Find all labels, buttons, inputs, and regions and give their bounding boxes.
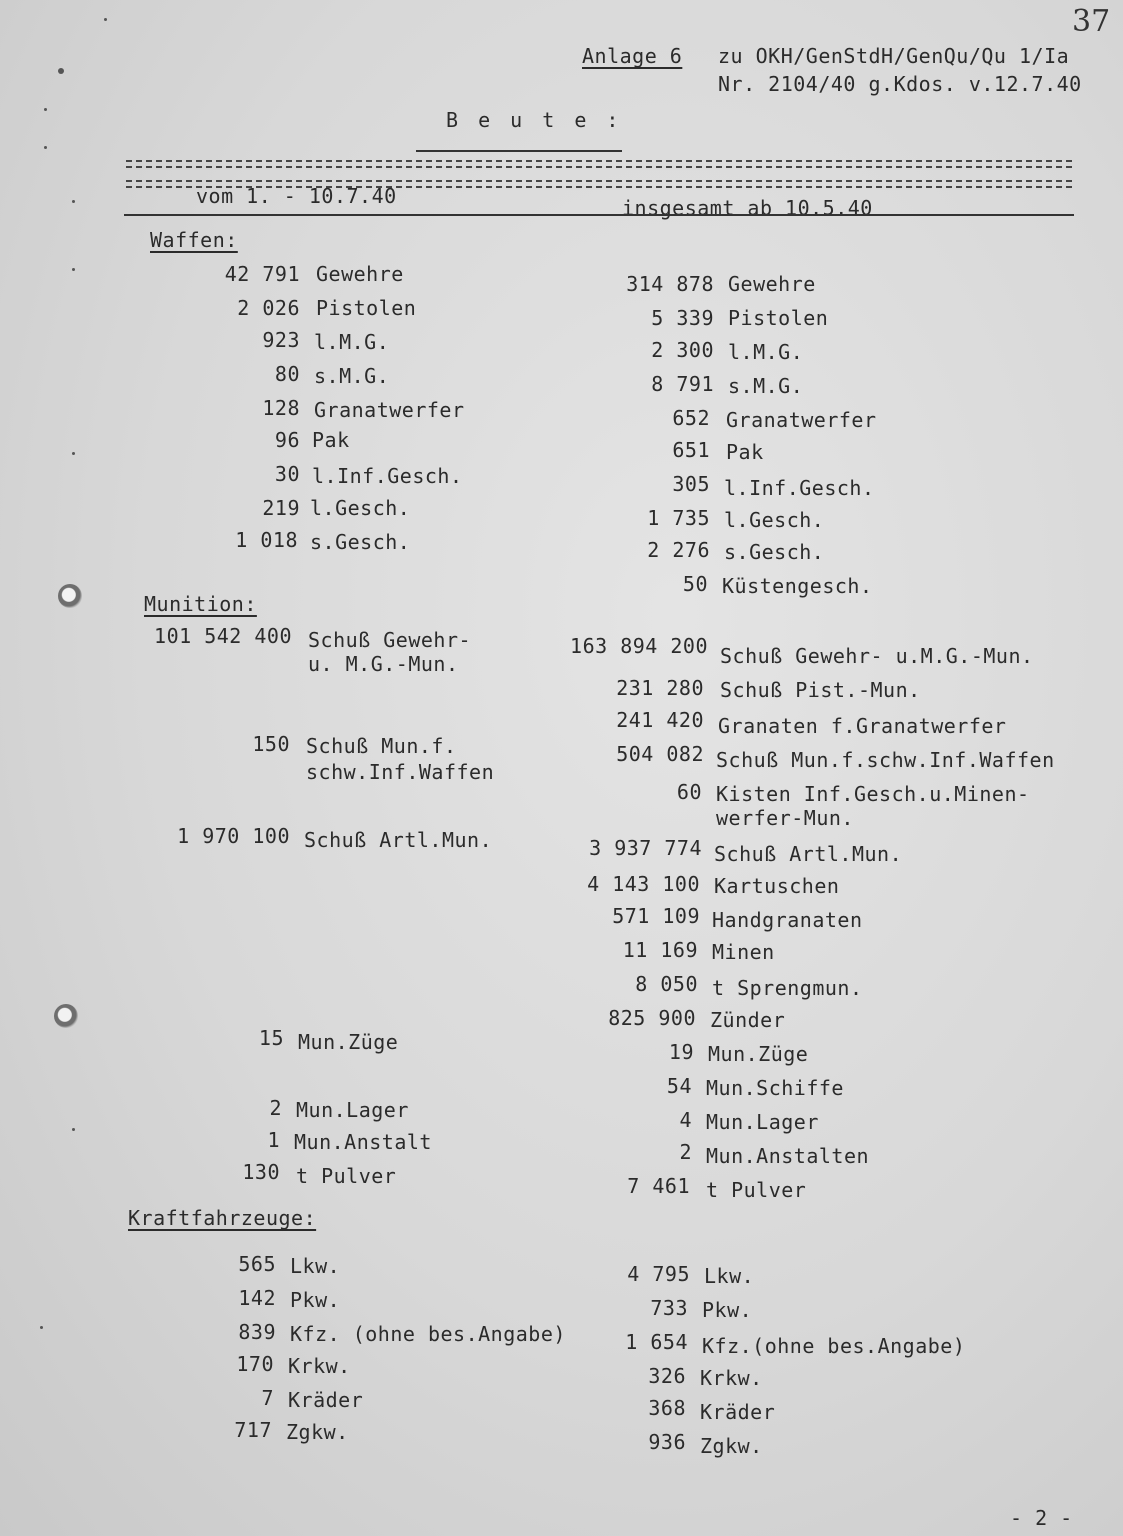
list-item-number: 2 276: [647, 538, 710, 562]
list-item-number: 80: [274, 362, 300, 386]
list-item-label: Mun.Züge: [708, 1042, 809, 1066]
list-item-number: 3 937 774: [589, 836, 702, 860]
list-item-number: 314 878: [626, 272, 714, 296]
list-item-number: 717: [234, 1418, 272, 1442]
speck: [58, 68, 64, 74]
list-item-number: 2: [679, 1140, 692, 1164]
list-item-number: 305: [672, 472, 710, 496]
list-item-number: 652: [672, 406, 710, 430]
list-item-number: 30: [274, 462, 300, 486]
list-item-number: 504 082: [616, 742, 704, 766]
list-item-number: 825 900: [608, 1006, 696, 1030]
list-item-label: l.Inf.Gesch.: [312, 464, 463, 488]
list-item-number: 936: [648, 1430, 686, 1454]
list-item-number: 4 143 100: [587, 872, 700, 896]
list-item-label: s.Gesch.: [310, 530, 411, 554]
list-item-label: Schuß Artl.Mun.: [714, 842, 903, 866]
punch-hole-top: [58, 584, 82, 608]
list-item-number: 231 280: [616, 676, 704, 700]
header-rule: [124, 214, 1074, 216]
list-item-number: 8 791: [651, 372, 714, 396]
reference-line-2: Nr. 2104/40 g.Kdos. v.12.7.40: [718, 72, 1082, 96]
list-item-number: 7 461: [627, 1174, 690, 1198]
list-item-label: Pak: [312, 428, 350, 452]
list-item-number: 150: [252, 732, 290, 756]
list-item-number: 170: [236, 1352, 274, 1376]
speck: [104, 18, 107, 21]
list-item-label: l.M.G.: [728, 340, 804, 364]
list-item-label: s.M.G.: [314, 364, 390, 388]
list-item-label: Schuß Gewehr- u.M.G.-Mun.: [720, 644, 1034, 668]
list-item-label: Schuß Mun.f.: [306, 734, 457, 758]
speck: [44, 108, 47, 111]
punch-hole-bottom: [54, 1004, 78, 1028]
list-item-label: Schuß Pist.-Mun.: [720, 678, 921, 702]
list-item-number: 8 050: [635, 972, 698, 996]
list-item-label: t Sprengmun.: [712, 976, 863, 1000]
list-item-label: Granatwerfer: [314, 398, 465, 422]
page-title: B e u t e :: [446, 108, 623, 132]
list-item-number: 101 542 400: [154, 624, 292, 648]
list-item-number: 923: [262, 328, 300, 352]
attachment-label: Anlage 6: [582, 44, 683, 68]
speck: [40, 1326, 43, 1329]
list-item-label: Schuß Artl.Mun.: [304, 828, 493, 852]
list-item-number: 651: [672, 438, 710, 462]
reference-line-1: zu OKH/GenStdH/GenQu/Qu 1/Ia: [718, 44, 1070, 68]
list-item-label: l.Gesch.: [724, 508, 825, 532]
list-item-number: 733: [650, 1296, 688, 1320]
list-item-label: Granaten f.Granatwerfer: [718, 714, 1007, 738]
list-item-number: 15: [258, 1026, 284, 1050]
list-item-number: 5 339: [651, 306, 714, 330]
list-item-label: Pkw.: [290, 1288, 341, 1312]
list-item-label: Gewehre: [316, 262, 404, 286]
list-item-label: Pistolen: [728, 306, 829, 330]
list-item-number: 128: [262, 396, 300, 420]
list-item-number: 50: [682, 572, 708, 596]
list-item-label-continued: u. M.G.-Mun.: [308, 652, 459, 676]
list-item-label: Lkw.: [290, 1254, 341, 1278]
list-item-number: 368: [648, 1396, 686, 1420]
list-item-number: 565: [238, 1252, 276, 1276]
list-item-number: 839: [238, 1320, 276, 1344]
list-item-number: 1 654: [625, 1330, 688, 1354]
double-rule-top: [126, 160, 1072, 162]
list-item-number: 1 735: [647, 506, 710, 530]
list-item-label: t Pulver: [296, 1164, 397, 1188]
speck: [72, 200, 75, 203]
header-total: insgesamt ab 10.5.40: [622, 196, 873, 220]
list-item-number: 96: [274, 428, 300, 452]
section-waffen: Waffen:: [150, 228, 238, 252]
list-item-label: Mun.Anstalten: [706, 1144, 870, 1168]
list-item-number: 241 420: [616, 708, 704, 732]
list-item-number: 11 169: [622, 938, 698, 962]
section-kraftfahrzeuge: Kraftfahrzeuge:: [128, 1206, 317, 1230]
list-item-label: l.Inf.Gesch.: [724, 476, 875, 500]
corner-page-number: 37: [1072, 4, 1111, 39]
list-item-label-continued: werfer-Mun.: [716, 806, 854, 830]
list-item-label: Pkw.: [702, 1298, 753, 1322]
list-item-number: 1 018: [235, 528, 298, 552]
list-item-number: 571 109: [612, 904, 700, 928]
list-item-number: 7: [261, 1386, 274, 1410]
list-item-label: Pak: [726, 440, 764, 464]
list-item-label: Kräder: [288, 1388, 364, 1412]
list-item-number: 4 795: [627, 1262, 690, 1286]
list-item-label: s.M.G.: [728, 374, 804, 398]
double-rule-top-2: [126, 166, 1072, 168]
list-item-label: Zgkw.: [700, 1434, 763, 1458]
title-underline: [416, 150, 622, 152]
list-item-label: Zünder: [710, 1008, 786, 1032]
list-item-label: Mun.Züge: [298, 1030, 399, 1054]
section-munition: Munition:: [144, 592, 257, 616]
list-item-label: Küstengesch.: [722, 574, 873, 598]
list-item-number: 142: [238, 1286, 276, 1310]
list-item-label: Kfz. (ohne bes.Angabe): [290, 1322, 566, 1346]
list-item-number: 1: [267, 1128, 280, 1152]
list-item-number: 326: [648, 1364, 686, 1388]
list-item-label: Krkw.: [700, 1366, 763, 1390]
list-item-label: Pistolen: [316, 296, 417, 320]
list-item-number: 2 026: [237, 296, 300, 320]
list-item-number: 42 791: [224, 262, 300, 286]
list-item-label: Mun.Lager: [706, 1110, 819, 1134]
list-item-label: Kräder: [700, 1400, 776, 1424]
list-item-label: Kisten Inf.Gesch.u.Minen-: [716, 782, 1030, 806]
header-period: vom 1. - 10.7.40: [196, 184, 397, 208]
list-item-number: 219: [262, 496, 300, 520]
list-item-label: Minen: [712, 940, 775, 964]
list-item-label: Zgkw.: [286, 1420, 349, 1444]
list-item-label: Krkw.: [288, 1354, 351, 1378]
list-item-label: s.Gesch.: [724, 540, 825, 564]
list-item-number: 1 970 100: [177, 824, 290, 848]
list-item-label: Mun.Anstalt: [294, 1130, 432, 1154]
list-item-label: Kfz.(ohne bes.Angabe): [702, 1334, 966, 1358]
list-item-label: l.M.G.: [314, 330, 390, 354]
list-item-label: Granatwerfer: [726, 408, 877, 432]
list-item-number: 163 894 200: [570, 634, 708, 658]
speck: [44, 146, 47, 149]
list-item-number: 2: [269, 1096, 282, 1120]
list-item-label: Schuß Gewehr-: [308, 628, 472, 652]
list-item-label: l.Gesch.: [310, 496, 411, 520]
list-item-label: t Pulver: [706, 1178, 807, 1202]
list-item-number: 2 300: [651, 338, 714, 362]
speck: [72, 1128, 75, 1131]
list-item-label: Mun.Schiffe: [706, 1076, 844, 1100]
list-item-label: Gewehre: [728, 272, 816, 296]
footer-page-number: - 2 -: [1010, 1506, 1073, 1530]
list-item-label: Mun.Lager: [296, 1098, 409, 1122]
list-item-label-continued: schw.Inf.Waffen: [306, 760, 495, 784]
list-item-number: 130: [242, 1160, 280, 1184]
list-item-label: Kartuschen: [714, 874, 840, 898]
list-item-label: Lkw.: [704, 1264, 755, 1288]
list-item-number: 19: [668, 1040, 694, 1064]
speck: [72, 268, 75, 271]
list-item-label: Schuß Mun.f.schw.Inf.Waffen: [716, 748, 1055, 772]
list-item-label: Handgranaten: [712, 908, 863, 932]
double-rule-mid: [126, 180, 1072, 182]
list-item-number: 54: [666, 1074, 692, 1098]
speck: [72, 452, 75, 455]
list-item-number: 4: [679, 1108, 692, 1132]
list-item-number: 60: [676, 780, 702, 804]
